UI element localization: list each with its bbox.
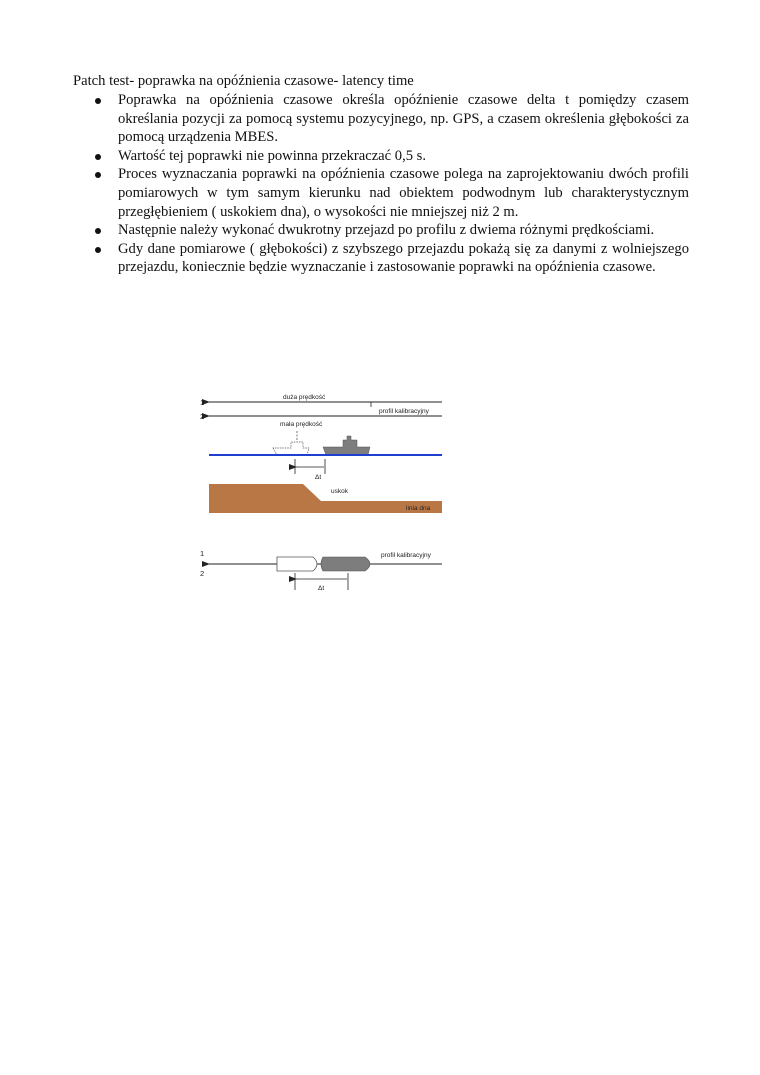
bullet-icon: [95, 172, 101, 178]
bullet-text: Gdy dane pomiarowe ( głębokości) z szybszego przejazdu pokażą się za danymi z wolniejszego przejazdu, koniecznie będzie wyznaczanie i zastosowanie poprawki na opóźnienia czasowe.: [118, 240, 689, 276]
boat-outline-icon: [273, 442, 309, 455]
list-item: [73, 147, 689, 166]
bullet-text: Proces wyznaczania poprawki na opóźnienia czasowe polega na zaprojektowaniu dwóch profili pomiarowych w tym samym kierunku nad obiektem podwodnym lub charakterystycznym przegłębieniem ( uskokiem dna), o wysokości nie mniejszej niż 2 m.: [118, 166, 689, 220]
hull-outline-icon: [277, 557, 317, 571]
ship-icon: [323, 436, 370, 455]
seabed-label: linia dna: [406, 505, 431, 512]
list-item: [73, 165, 689, 221]
list-item: [73, 91, 689, 147]
low-speed-label: mała prędkość: [280, 421, 323, 428]
line-2-number-bottom: 2: [200, 569, 205, 578]
bullet-text: Poprawka na opóźnienia czasowe określa opóźnienie czasowe delta t pomiędzy czasem określania pozycji za pomocą systemu pozycyjnego, np. GPS, a czasem określenia głębokości za pomocą urządzenia MBES.: [118, 92, 689, 146]
step-label: uskok: [331, 488, 348, 495]
bullet-list: [73, 91, 689, 277]
profile-label-bottom: profil kalibracyjny: [381, 552, 431, 559]
latency-diagram: [195, 385, 450, 595]
delta-label-top: Δt: [315, 474, 322, 481]
bullet-icon: [95, 154, 101, 160]
bullet-text: Następnie należy wykonać dwukrotny przejazd po profilu z dwiema różnymi prędkościami.: [118, 222, 655, 239]
bullet-icon: [95, 98, 101, 104]
high-speed-label: duża prędkość: [283, 394, 326, 401]
profile-label-top: profil kalibracyjny: [379, 408, 429, 415]
line-1-number-bottom: 1: [200, 549, 205, 558]
latency-diagram-svg: [195, 385, 450, 595]
bullet-icon: [95, 228, 101, 234]
delta-label-bottom: Δt: [318, 585, 325, 592]
bullet-icon: [95, 247, 101, 253]
list-item: [73, 240, 689, 277]
bullet-text: Wartość tej poprawki nie powinna przekraczać 0,5 s.: [118, 147, 427, 164]
list-item: [73, 221, 689, 240]
page-title: Patch test- poprawka na opóźnienia czasowe- latency time: [73, 73, 414, 89]
hull-dark-icon: [321, 557, 370, 571]
line-2-number: 2: [200, 412, 205, 421]
line-1-number: 1: [200, 398, 205, 407]
